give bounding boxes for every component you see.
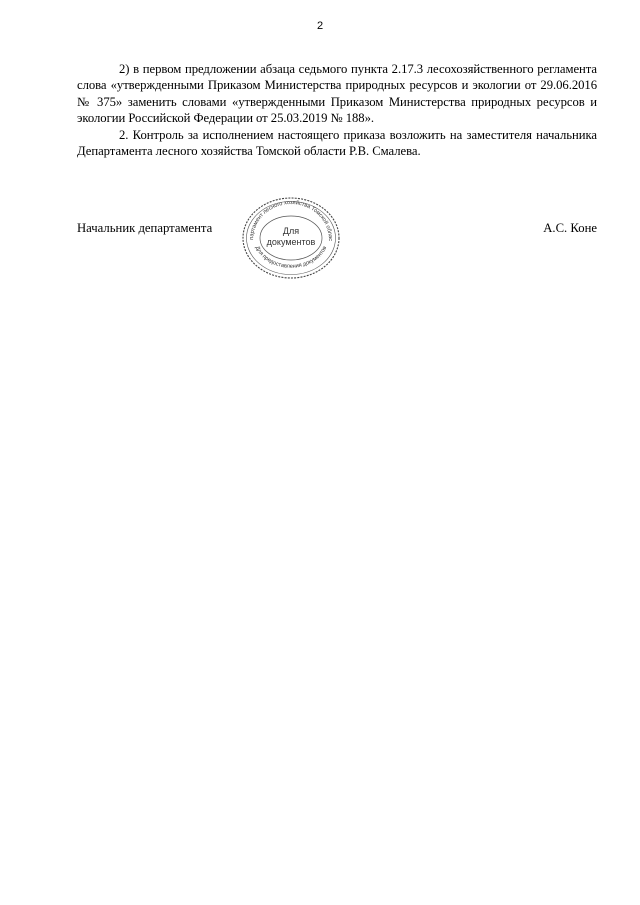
seal-icon: [241, 196, 341, 280]
seal-ring-top-text: партамент лесного хозяйства Томской облас: [248, 199, 334, 242]
seal-center-line2: документов: [266, 237, 316, 247]
official-seal-stamp: [241, 196, 341, 280]
signatory-title: Начальник департамента: [77, 221, 213, 235]
signature-block: [77, 196, 597, 286]
seal-ring-bottom-text: Для предоставления документов: [253, 245, 329, 270]
paragraph-control-clause: 2. Контроль за исполнением настоящего приказа возложить на заместителя начальника Департамента лесного хозяйства Томской области Р.В. Смалева.: [77, 127, 597, 159]
seal-center-line1: Для: [282, 226, 300, 236]
paragraph-item-2-subpoint: 2) в первом предложении абзаца седьмого пункта 2.17.3 лесохозяйственного регламента слова «утвержденными Приказом Министерства природных ресурсов и экологии от 29.06.2016 № 375» заменить словами «утвержденными Приказом Министерства природных ресурсов и экологии Российской Федерации от 25.03.2019 № 188».: [77, 62, 597, 126]
signatory-name: А.С. Коне: [543, 221, 597, 235]
page-number: 2: [316, 20, 324, 32]
document-body: [77, 61, 597, 159]
